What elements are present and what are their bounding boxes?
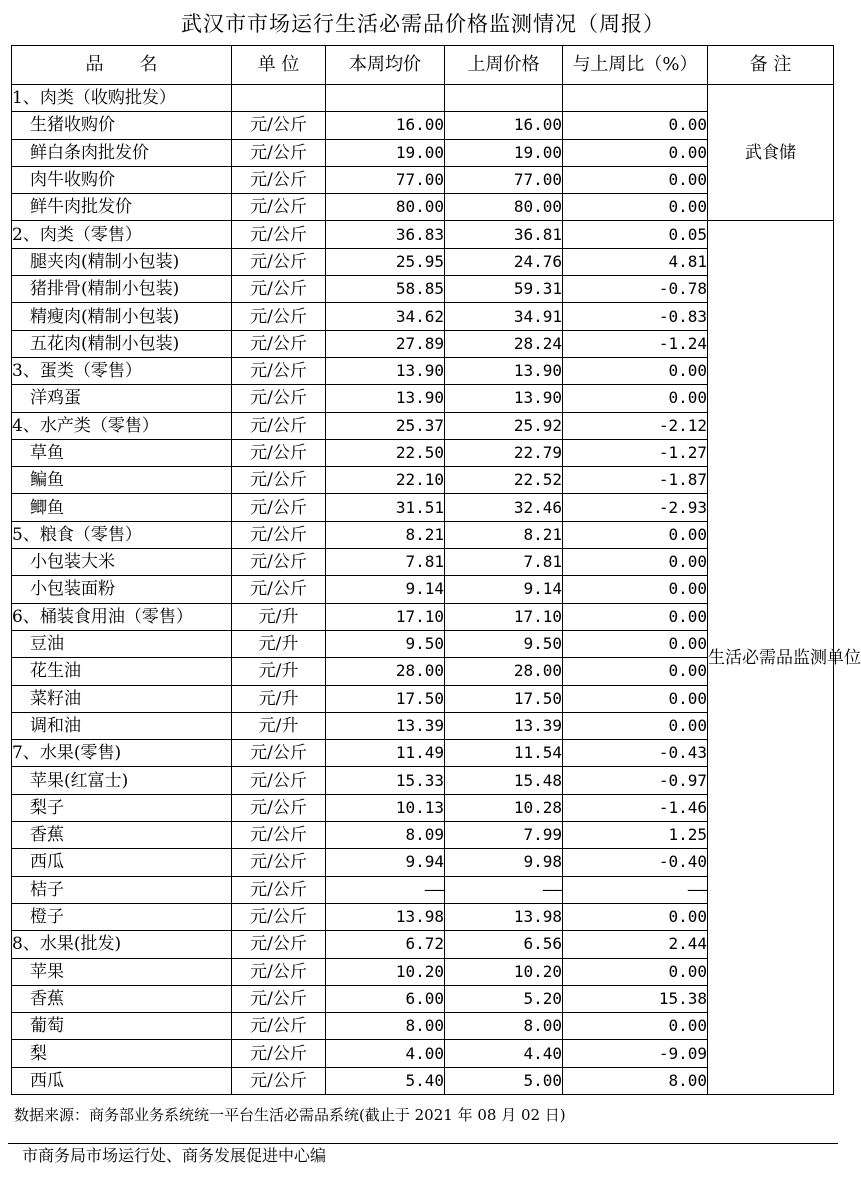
cell-unit: 元/升: [232, 630, 326, 657]
cell-unit: 元/公斤: [232, 194, 326, 221]
cell-unit: 元/公斤: [232, 248, 326, 275]
cell-last-week: 16.00: [445, 112, 563, 139]
cell-this-week: 17.50: [326, 685, 445, 712]
remark-cell-monitoring-unit: 生活必需品监测单位: [708, 221, 834, 1095]
cell-unit: 元/公斤: [232, 467, 326, 494]
cell-this-week: 9.50: [326, 630, 445, 657]
cell-this-week: 22.50: [326, 439, 445, 466]
cell-change: 0.00: [563, 658, 708, 685]
cell-last-week: 11.54: [445, 740, 563, 767]
cell-name: 8、水果(批发): [12, 931, 232, 958]
cell-name: 葡萄: [12, 1013, 232, 1040]
cell-change: 0.00: [563, 357, 708, 384]
cell-change: 0.00: [563, 712, 708, 739]
cell-unit: 元/公斤: [232, 576, 326, 603]
cell-last-week: 59.31: [445, 276, 563, 303]
cell-change: -2.93: [563, 494, 708, 521]
cell-name: 鲫鱼: [12, 494, 232, 521]
cell-name: 香蕉: [12, 822, 232, 849]
cell-name: 2、肉类（零售）: [12, 221, 232, 248]
cell-unit: 元/公斤: [232, 385, 326, 412]
cell-unit: 元/公斤: [232, 822, 326, 849]
table-body: [12, 85, 861, 1095]
cell-change: -1.46: [563, 794, 708, 821]
cell-change: [563, 85, 708, 112]
remark-cell-wushichu: 武食储: [708, 85, 834, 221]
cell-this-week: 25.95: [326, 248, 445, 275]
cell-change: 1.25: [563, 822, 708, 849]
cell-change: 0.00: [563, 166, 708, 193]
cell-change: 0.00: [563, 685, 708, 712]
cell-last-week: 9.50: [445, 630, 563, 657]
cell-name: 鳊鱼: [12, 467, 232, 494]
cell-unit: 元/公斤: [232, 139, 326, 166]
cell-this-week: 15.33: [326, 767, 445, 794]
cell-last-week: 8.00: [445, 1013, 563, 1040]
cell-last-week: 10.20: [445, 958, 563, 985]
cell-unit: 元/公斤: [232, 985, 326, 1012]
cell-this-week: 36.83: [326, 221, 445, 248]
cell-change: ——: [563, 876, 708, 903]
cell-this-week: 9.14: [326, 576, 445, 603]
cell-this-week: 28.00: [326, 658, 445, 685]
cell-last-week: 8.21: [445, 521, 563, 548]
cell-last-week: 5.20: [445, 985, 563, 1012]
cell-this-week: 4.00: [326, 1040, 445, 1067]
cell-unit: 元/公斤: [232, 357, 326, 384]
cell-unit: 元/公斤: [232, 876, 326, 903]
cell-this-week: 25.37: [326, 412, 445, 439]
cell-name: 调和油: [12, 712, 232, 739]
column-header-name: 品 名: [12, 46, 232, 85]
cell-unit: 元/公斤: [232, 931, 326, 958]
column-header-remark: 备 注: [708, 46, 834, 85]
cell-last-week: 25.92: [445, 412, 563, 439]
cell-unit: 元/升: [232, 712, 326, 739]
cell-name: 洋鸡蛋: [12, 385, 232, 412]
cell-last-week: 6.56: [445, 931, 563, 958]
cell-last-week: 15.48: [445, 767, 563, 794]
cell-unit: 元/公斤: [232, 740, 326, 767]
cell-change: -0.97: [563, 767, 708, 794]
cell-unit: 元/公斤: [232, 166, 326, 193]
cell-name: 香蕉: [12, 985, 232, 1012]
cell-unit: [232, 85, 326, 112]
cell-change: 15.38: [563, 985, 708, 1012]
cell-unit: 元/公斤: [232, 276, 326, 303]
cell-unit: 元/公斤: [232, 521, 326, 548]
cell-name: 梨: [12, 1040, 232, 1067]
cell-unit: 元/公斤: [232, 903, 326, 930]
cell-name: 苹果(红富士): [12, 767, 232, 794]
cell-this-week: 58.85: [326, 276, 445, 303]
cell-last-week: 22.79: [445, 439, 563, 466]
report-title: 武汉市市场运行生活必需品价格监测情况（周报）: [181, 12, 665, 36]
cell-last-week: 28.24: [445, 330, 563, 357]
cell-this-week: 6.72: [326, 931, 445, 958]
cell-unit: 元/公斤: [232, 221, 326, 248]
cell-this-week: 9.94: [326, 849, 445, 876]
cell-last-week: 4.40: [445, 1040, 563, 1067]
cell-this-week: 80.00: [326, 194, 445, 221]
cell-last-week: 28.00: [445, 658, 563, 685]
cell-this-week: 8.09: [326, 822, 445, 849]
cell-change: -0.83: [563, 303, 708, 330]
cell-change: 0.00: [563, 958, 708, 985]
cell-change: 0.00: [563, 521, 708, 548]
cell-change: 0.00: [563, 385, 708, 412]
cell-unit: 元/公斤: [232, 794, 326, 821]
cell-last-week: 77.00: [445, 166, 563, 193]
cell-this-week: 27.89: [326, 330, 445, 357]
cell-name: 7、水果(零售): [12, 740, 232, 767]
cell-unit: 元/公斤: [232, 494, 326, 521]
cell-last-week: 13.90: [445, 357, 563, 384]
cell-name: 小包装大米: [12, 549, 232, 576]
cell-name: 桔子: [12, 876, 232, 903]
cell-last-week: 9.14: [445, 576, 563, 603]
cell-name: 5、粮食（零售）: [12, 521, 232, 548]
cell-change: 0.00: [563, 630, 708, 657]
cell-this-week: 5.40: [326, 1067, 445, 1094]
cell-last-week: 5.00: [445, 1067, 563, 1094]
cell-this-week: ——: [326, 876, 445, 903]
price-table: [11, 45, 861, 1095]
cell-unit: 元/升: [232, 658, 326, 685]
cell-last-week: 9.98: [445, 849, 563, 876]
cell-last-week: 17.50: [445, 685, 563, 712]
cell-last-week: ——: [445, 876, 563, 903]
cell-this-week: 13.90: [326, 357, 445, 384]
cell-unit: 元/公斤: [232, 412, 326, 439]
cell-last-week: 36.81: [445, 221, 563, 248]
cell-name: 肉牛收购价: [12, 166, 232, 193]
cell-name: 苹果: [12, 958, 232, 985]
cell-name: 梨子: [12, 794, 232, 821]
cell-this-week: 77.00: [326, 166, 445, 193]
cell-name: 橙子: [12, 903, 232, 930]
cell-unit: 元/公斤: [232, 112, 326, 139]
cell-change: -1.27: [563, 439, 708, 466]
cell-this-week: 17.10: [326, 603, 445, 630]
cell-name: 菜籽油: [12, 685, 232, 712]
cell-change: -9.09: [563, 1040, 708, 1067]
cell-name: 鲜白条肉批发价: [12, 139, 232, 166]
cell-name: 1、肉类（收购批发）: [12, 85, 232, 112]
cell-change: 2.44: [563, 931, 708, 958]
cell-unit: 元/升: [232, 603, 326, 630]
cell-change: -1.24: [563, 330, 708, 357]
cell-this-week: 13.39: [326, 712, 445, 739]
cell-this-week: 16.00: [326, 112, 445, 139]
cell-this-week: 8.21: [326, 521, 445, 548]
cell-this-week: 7.81: [326, 549, 445, 576]
cell-last-week: 7.99: [445, 822, 563, 849]
cell-name: 小包装面粉: [12, 576, 232, 603]
cell-change: 0.00: [563, 903, 708, 930]
cell-change: 0.00: [563, 139, 708, 166]
cell-last-week: [445, 85, 563, 112]
cell-change: 0.00: [563, 549, 708, 576]
column-header-this-week: 本周均价: [326, 46, 445, 85]
cell-last-week: 13.98: [445, 903, 563, 930]
cell-change: 0.00: [563, 603, 708, 630]
cell-name: 西瓜: [12, 1067, 232, 1094]
cell-change: -2.12: [563, 412, 708, 439]
cell-last-week: 32.46: [445, 494, 563, 521]
cell-last-week: 22.52: [445, 467, 563, 494]
cell-last-week: 13.39: [445, 712, 563, 739]
cell-change: 0.05: [563, 221, 708, 248]
cell-change: -1.87: [563, 467, 708, 494]
cell-this-week: 34.62: [326, 303, 445, 330]
cell-unit: 元/公斤: [232, 1067, 326, 1094]
cell-change: -0.40: [563, 849, 708, 876]
cell-name: 精瘦肉(精制小包装): [12, 303, 232, 330]
cell-unit: 元/公斤: [232, 1040, 326, 1067]
cell-name: 花生油: [12, 658, 232, 685]
category-row: [12, 85, 834, 112]
table-header-row: [12, 46, 834, 85]
cell-unit: 元/公斤: [232, 303, 326, 330]
column-header-change: 与上周比（%）: [563, 46, 708, 85]
cell-change: 0.00: [563, 576, 708, 603]
cell-unit: 元/公斤: [232, 439, 326, 466]
cell-last-week: 7.81: [445, 549, 563, 576]
cell-name: 腿夹肉(精制小包装): [12, 248, 232, 275]
cell-this-week: [326, 85, 445, 112]
cell-last-week: 80.00: [445, 194, 563, 221]
cell-change: 4.81: [563, 248, 708, 275]
cell-this-week: 10.20: [326, 958, 445, 985]
cell-unit: 元/升: [232, 685, 326, 712]
cell-this-week: 13.98: [326, 903, 445, 930]
cell-last-week: 10.28: [445, 794, 563, 821]
cell-unit: 元/公斤: [232, 330, 326, 357]
cell-name: 西瓜: [12, 849, 232, 876]
cell-last-week: 34.91: [445, 303, 563, 330]
cell-name: 生猪收购价: [12, 112, 232, 139]
data-source-note: 数据来源：商务部业务系统统一平台生活必需品系统(截止于 2021 年 08 月 02 日): [14, 1106, 566, 1124]
cell-unit: 元/公斤: [232, 958, 326, 985]
cell-this-week: 31.51: [326, 494, 445, 521]
cell-this-week: 10.13: [326, 794, 445, 821]
cell-this-week: 11.49: [326, 740, 445, 767]
cell-last-week: 17.10: [445, 603, 563, 630]
cell-unit: 元/公斤: [232, 849, 326, 876]
cell-unit: 元/公斤: [232, 549, 326, 576]
cell-this-week: 19.00: [326, 139, 445, 166]
cell-last-week: 24.76: [445, 248, 563, 275]
cell-name: 鲜牛肉批发价: [12, 194, 232, 221]
cell-name: 4、水产类（零售）: [12, 412, 232, 439]
cell-change: -0.78: [563, 276, 708, 303]
footer-divider: [8, 1143, 838, 1144]
cell-change: 0.00: [563, 194, 708, 221]
category-row: [12, 221, 834, 248]
cell-name: 3、蛋类（零售）: [12, 357, 232, 384]
cell-change: 8.00: [563, 1067, 708, 1094]
cell-name: 五花肉(精制小包装): [12, 330, 232, 357]
cell-name: 草鱼: [12, 439, 232, 466]
cell-unit: 元/公斤: [232, 767, 326, 794]
column-header-unit: 单 位: [232, 46, 326, 85]
cell-change: -0.43: [563, 740, 708, 767]
cell-this-week: 6.00: [326, 985, 445, 1012]
cell-this-week: 8.00: [326, 1013, 445, 1040]
cell-this-week: 13.90: [326, 385, 445, 412]
cell-change: 0.00: [563, 1013, 708, 1040]
cell-change: 0.00: [563, 112, 708, 139]
cell-name: 猪排骨(精制小包装): [12, 276, 232, 303]
cell-name: 豆油: [12, 630, 232, 657]
cell-this-week: 22.10: [326, 467, 445, 494]
editor-credit: 市商务局市场运行处、商务发展促进中心编: [22, 1146, 327, 1165]
cell-name: 6、桶装食用油（零售）: [12, 603, 232, 630]
column-header-last-week: 上周价格: [445, 46, 563, 85]
cell-unit: 元/公斤: [232, 1013, 326, 1040]
cell-last-week: 19.00: [445, 139, 563, 166]
cell-last-week: 13.90: [445, 385, 563, 412]
